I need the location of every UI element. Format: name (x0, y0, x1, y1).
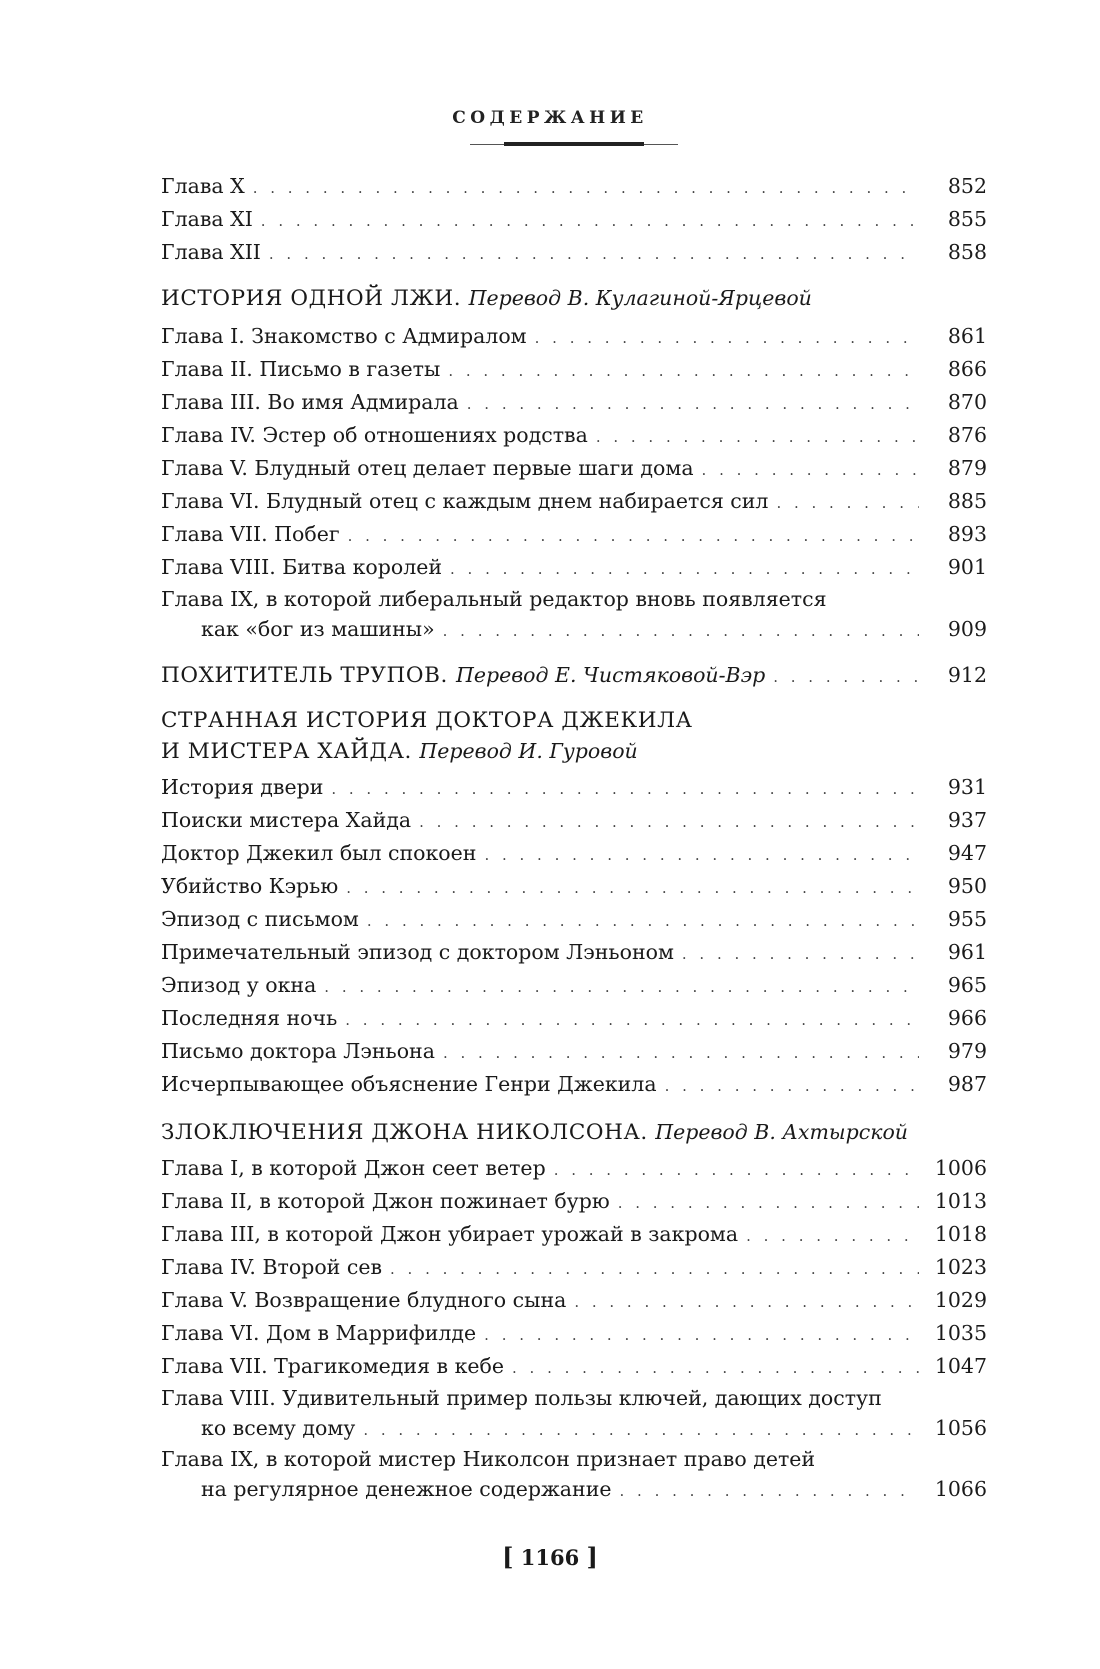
toc-entry-page: 870 (947, 390, 987, 414)
toc-entry-page: 1066 (934, 1477, 987, 1501)
toc-entry[interactable] (161, 203, 987, 236)
toc-entry-title: Глава XI (161, 207, 253, 231)
toc-entry-page: 1035 (934, 1321, 987, 1345)
toc-entry-title: Глава II. Письмо в газеты (161, 357, 441, 381)
section-title: ПОХИТИТЕЛЬ ТРУПОВ. (161, 663, 448, 688)
dot-leader (773, 661, 919, 694)
toc-entry-page: 852 (947, 174, 987, 198)
toc-entry-title: Убийство Кэрью (161, 874, 339, 898)
toc-entry-title: Эпизод с письмом (161, 907, 359, 931)
toc-entry[interactable] (161, 1002, 987, 1035)
toc-entry-page: 876 (947, 423, 987, 447)
toc-entry-title: Исчерпывающее объяснение Генри Джекила (161, 1072, 657, 1096)
section-translator: Перевод Е. Чистяковой-Вэр (455, 663, 766, 687)
toc-entry-title-line1: Глава IX, в которой мистер Николсон признает право детей (161, 1447, 816, 1471)
section-heading[interactable] (161, 659, 987, 692)
dot-leader (484, 1319, 919, 1352)
running-header (0, 108, 1100, 128)
toc-entry-page: 866 (947, 357, 987, 381)
toc-entry[interactable] (161, 1251, 987, 1284)
dot-leader (261, 205, 919, 238)
toc-entry-title: Последняя ночь (161, 1006, 338, 1030)
toc-entry-title: Поиски мистера Хайда (161, 808, 412, 832)
toc-entry[interactable] (161, 551, 987, 584)
section-heading[interactable] (161, 1117, 987, 1148)
table-of-contents (161, 170, 987, 1505)
toc-entry-title: Глава I, в которой Джон сеет ветер (161, 1156, 546, 1180)
toc-entry-page: 931 (947, 775, 987, 799)
toc-entry-page: 1023 (934, 1255, 987, 1279)
toc-entry[interactable] (161, 771, 987, 804)
toc-entry[interactable] (161, 320, 987, 353)
toc-entry-page: 1013 (934, 1189, 987, 1213)
dot-leader (618, 1187, 919, 1220)
dot-leader (620, 1476, 920, 1507)
toc-entry-title: Эпизод у окна (161, 973, 317, 997)
toc-entry-title: Глава VIII. Битва королей (161, 555, 443, 579)
toc-entry-title: Глава II, в которой Джон пожинает бурю (161, 1189, 610, 1213)
toc-entry-wrapped[interactable] (161, 1383, 987, 1444)
toc-entry-title: Глава V. Блудный отец делает первые шаги дома (161, 456, 694, 480)
dot-leader (346, 872, 919, 905)
toc-entry-page: 961 (947, 940, 987, 964)
folio-bracket-open: [ (502, 1542, 514, 1571)
dot-leader (443, 616, 919, 647)
folio-number: 1166 (520, 1545, 580, 1570)
toc-entry-page: 901 (947, 555, 987, 579)
toc-entry-title: Глава III. Во имя Адмирала (161, 390, 459, 414)
dot-leader (467, 388, 919, 421)
header-title: СОДЕРЖАНИЕ (452, 108, 648, 128)
toc-entry-title: Глава VII. Побег (161, 522, 340, 546)
toc-entry-page: 1018 (934, 1222, 987, 1246)
section-title-line1: СТРАННАЯ ИСТОРИЯ ДОКТОРА ДЖЕКИЛА (161, 708, 693, 733)
toc-entry[interactable] (161, 386, 987, 419)
toc-entry[interactable] (161, 837, 987, 870)
toc-entry[interactable] (161, 419, 987, 452)
toc-entry-page: 855 (947, 207, 987, 231)
toc-entry-title: Глава XII (161, 240, 261, 264)
section-title: ЗЛОКЛЮЧЕНИЯ ДЖОНА НИКОЛСОНА. (161, 1120, 648, 1145)
toc-entry-page: 955 (947, 907, 987, 931)
toc-entry-page: 912 (947, 663, 987, 687)
toc-entry-page: 987 (947, 1072, 987, 1096)
toc-entry[interactable] (161, 1317, 987, 1350)
dot-leader (554, 1154, 919, 1187)
toc-entry-page: 947 (947, 841, 987, 865)
toc-entry[interactable] (161, 485, 987, 518)
section-translator: Перевод В. Ахтырской (655, 1120, 908, 1144)
dot-leader (448, 355, 919, 388)
dot-leader (682, 938, 919, 971)
toc-entry-page: 1056 (934, 1416, 987, 1440)
dot-leader (443, 1037, 919, 1070)
toc-entry-title-line2: ко всему дому (201, 1416, 356, 1440)
toc-entry[interactable] (161, 1035, 987, 1068)
dot-leader (596, 421, 919, 454)
dot-leader (535, 322, 919, 355)
toc-entry-title: Глава IV. Второй сев (161, 1255, 382, 1279)
dot-leader (324, 971, 919, 1004)
toc-entry[interactable] (161, 1350, 987, 1383)
toc-entry-page: 1006 (934, 1156, 987, 1180)
dot-leader (665, 1070, 919, 1103)
toc-entry[interactable] (161, 903, 987, 936)
dot-leader (574, 1286, 919, 1319)
toc-entry[interactable] (161, 353, 987, 386)
dot-leader (331, 773, 919, 806)
section-heading[interactable] (161, 706, 987, 767)
toc-entry-page: 937 (947, 808, 987, 832)
toc-entry-wrapped[interactable] (161, 1444, 987, 1505)
dot-leader (450, 553, 919, 586)
toc-entry[interactable] (161, 1068, 987, 1101)
toc-entry-page: 879 (947, 456, 987, 480)
toc-entry-wrapped[interactable] (161, 584, 987, 645)
toc-entry[interactable] (161, 1185, 987, 1218)
toc-entry-title-line2: на регулярное денежное содержание (201, 1477, 612, 1501)
toc-entry[interactable] (161, 1152, 987, 1185)
toc-entry[interactable] (161, 452, 987, 485)
toc-entry-title: Доктор Джекил был спокоен (161, 841, 477, 865)
toc-entry-page: 966 (947, 1006, 987, 1030)
dot-leader (746, 1220, 919, 1253)
dot-leader (512, 1352, 919, 1385)
toc-entry[interactable] (161, 804, 987, 837)
toc-entry-page: 861 (947, 324, 987, 348)
toc-entry-page: 1029 (934, 1288, 987, 1312)
toc-entry-page: 858 (947, 240, 987, 264)
dot-leader (419, 806, 919, 839)
section-title-line2: И МИСТЕРА ХАЙДА. (161, 739, 412, 764)
toc-entry-title: Глава I. Знакомство с Адмиралом (161, 324, 527, 348)
toc-entry[interactable] (161, 170, 987, 203)
dot-leader (269, 238, 919, 271)
toc-entry-page: 909 (947, 617, 987, 641)
toc-entry-title: Глава V. Возвращение блудного сына (161, 1288, 567, 1312)
folio-bracket-close: ] (586, 1542, 598, 1571)
section-translator: Перевод И. Гуровой (419, 739, 638, 763)
dot-leader (253, 172, 919, 205)
toc-entry-title: Глава VII. Трагикомедия в кебе (161, 1354, 504, 1378)
toc-entry-page: 979 (947, 1039, 987, 1063)
dot-leader (367, 905, 919, 938)
toc-entry[interactable] (161, 1284, 987, 1317)
toc-entry-title-line2: как «бог из машины» (201, 617, 435, 641)
dot-leader (390, 1253, 919, 1286)
toc-entry-title-line1: Глава VIII. Удивительный пример пользы ключей, дающих доступ (161, 1386, 882, 1410)
page-number (0, 1542, 1100, 1571)
header-rule-bold (504, 142, 644, 146)
toc-entry-title: Примечательный эпизод с доктором Лэньоном (161, 940, 674, 964)
toc-entry-title: Глава VI. Дом в Маррифилде (161, 1321, 477, 1345)
toc-entry[interactable] (161, 936, 987, 969)
dot-leader (348, 520, 919, 553)
toc-entry[interactable] (161, 1218, 987, 1251)
toc-entry-page: 893 (947, 522, 987, 546)
toc-entry-page: 885 (947, 489, 987, 513)
toc-entry-page: 1047 (934, 1354, 987, 1378)
toc-entry-title: Глава IV. Эстер об отношениях родства (161, 423, 588, 447)
toc-entry-title: Глава III, в которой Джон убирает урожай в закрома (161, 1222, 739, 1246)
section-heading[interactable] (161, 283, 987, 314)
toc-entry-page: 950 (947, 874, 987, 898)
dot-leader (776, 487, 919, 520)
toc-entry[interactable] (161, 969, 987, 1002)
toc-entry-page: 965 (947, 973, 987, 997)
toc-entry[interactable] (161, 870, 987, 903)
dot-leader (484, 839, 919, 872)
dot-leader (363, 1415, 919, 1446)
toc-entry-title: Письмо доктора Лэньона (161, 1039, 435, 1063)
toc-entry[interactable] (161, 518, 987, 551)
toc-entry-title: Глава VI. Блудный отец с каждым днем набирается сил (161, 489, 769, 513)
toc-entry[interactable] (161, 236, 987, 269)
toc-entry-title-line1: Глава IX, в которой либеральный редактор вновь появляется (161, 587, 827, 611)
dot-leader (702, 454, 919, 487)
dot-leader (345, 1004, 919, 1037)
section-translator: Перевод В. Кулагиной-Ярцевой (468, 286, 812, 310)
section-title: ИСТОРИЯ ОДНОЙ ЛЖИ. (161, 286, 462, 311)
toc-entry-title: Глава X (161, 174, 245, 198)
toc-entry-title: История двери (161, 775, 324, 799)
